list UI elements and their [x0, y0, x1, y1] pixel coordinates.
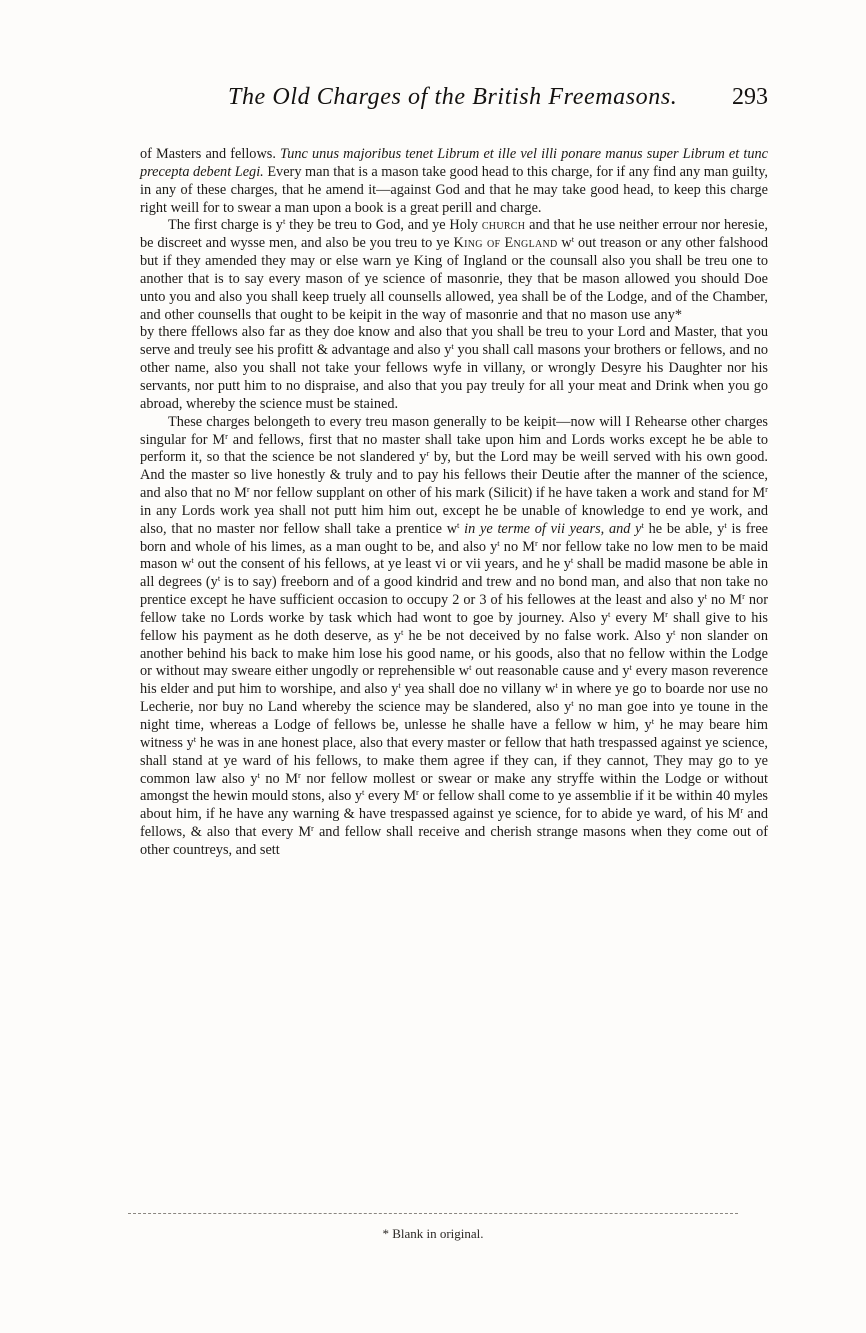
superscript: t: [282, 216, 286, 227]
text-run: of Masters and fellows.: [140, 146, 281, 162]
text-run: These charges belongeth to every treu mason generally to be keipit—now will I Rehearse other charges singular for M: [140, 413, 768, 448]
text-run: by, but the Lord may be weill served with his own good. And the master so live honestly & truly and to pay his fellows their Deutie after the manner of the science, and also that no M: [140, 449, 769, 502]
italic-text: in ye terme of vii years, and y: [459, 520, 642, 537]
superscript: t: [497, 537, 500, 548]
text-run: or fellow shall come to ye assemblie if it be within 40 myles about him, if he have any warning & have trespassed against ye science, for to abide ye ward, of his M: [140, 788, 768, 823]
superscript: r: [765, 484, 768, 495]
superscript: t: [673, 626, 676, 637]
text-run: nor fellow take no Lords worke by task which had wont to goe by journey. Also y: [140, 592, 768, 626]
text-run: non slander on another behind his back to make him lose his good name, or his goods, also that no fellow within the Lodge or without may sweare either ungodly or reprehensible w: [140, 627, 768, 680]
text-run: no M: [259, 770, 298, 787]
superscript: t: [629, 662, 632, 673]
latin-phrase: Tunc unus majoribus tenet Librum et ille vel illi ponare manus super Librum et tunc precepta debent Legi.: [140, 146, 768, 180]
text-run: out treason or any other falshood but if they amended they may or else warn ye King of Ingland or the counsall also you shall be treu one to another that is to say every mason of ye science of masonrie, they that be mason allowed you should Doe unto you and also you shall keep truely all counsells allowed, yea shall be of the Lodge, and of the Chamber, and other counsells that ought to be keipit in the way of masonrie and that no mason use any*: [140, 235, 768, 323]
superscript: r: [742, 591, 745, 602]
paragraph-2: [140, 217, 768, 413]
superscript: t: [571, 234, 575, 245]
text-run: yea shall doe no villany w: [400, 681, 556, 698]
superscript: t: [651, 716, 655, 726]
superscript: t: [257, 769, 260, 780]
text-run: in any Lords work yea shall not putt him him out, except he be unable of knowledge to end ye work, and also, that no master nor fellow shall take a prentice w: [140, 502, 768, 537]
superscript: r: [740, 805, 744, 816]
text-run: shall be madid masone be able in all degrees (y: [140, 556, 768, 591]
text-run: is to say) freeborn and of a good kindrid and trew and no bond man, and also that non take no prentice except he have sufficient occasion to occupy 2 or 3 of his fellowes at the least and also y: [140, 574, 768, 609]
superscript: t: [217, 573, 221, 584]
text-run: and fellows, & also that every M: [140, 806, 768, 841]
superscript: t: [469, 662, 472, 673]
text-run: he be able, y: [643, 520, 725, 537]
text-run: he be not deceived by no false work. Also y: [403, 627, 674, 644]
text-run: w: [557, 235, 572, 252]
superscript: r: [426, 448, 430, 459]
text-run: out reasonable cause and y: [471, 663, 630, 680]
small-caps-text: church: [481, 217, 526, 234]
text-run: nor fellow take no low men to be maid mason w: [140, 538, 768, 573]
superscript: t: [193, 733, 197, 744]
text-run: they be treu to God, and ye Holy: [285, 217, 482, 234]
superscript: t: [555, 680, 558, 691]
superscript: t: [191, 555, 194, 566]
superscript: t: [362, 787, 365, 798]
superscript: r: [246, 484, 250, 495]
text-run: every mason reverence his elder and put him to worshipe, and also y: [140, 663, 768, 698]
superscript: r: [311, 823, 314, 834]
superscript: r: [416, 787, 419, 798]
text-run: every M: [610, 609, 666, 626]
paragraph-3: [140, 414, 768, 860]
running-title: The Old Charges of the British Freemasons.: [228, 84, 678, 110]
footnote-rule: [128, 1213, 738, 1214]
text-run: and that he use neither errour nor heresie, be discreet and wysse men, and also be you treu to ye: [140, 217, 768, 252]
text-run: Every man that is a mason take good head to this charge, for if any find any man guilty, in any of these charges, that he amend it—against God and that he may take good head, to keep this charge right weill for to swear a man upon a book is a great perill and charge.: [140, 163, 768, 216]
superscript: r: [225, 430, 228, 441]
text-run: is free born and whole of his limes, as a man ought to be, and also y: [140, 520, 769, 555]
superscript: t: [571, 698, 574, 709]
text-run: every M: [364, 788, 417, 805]
superscript: t: [704, 591, 707, 602]
text-run: and fellow shall receive and cherish strange masons when they come out of other countreys, and sett: [140, 824, 768, 858]
text-run: no M: [499, 538, 535, 555]
footnote: * Blank in original.: [382, 1226, 484, 1241]
superscript: t: [400, 626, 404, 637]
page-number: 293: [732, 84, 768, 110]
text-run: nor fellow supplant on other of his mark (Silicit) if he have taken a work and stand for M: [249, 485, 766, 502]
text-run: you shall call masons your brothers or fellows, and no other name, also you shall not take your fellows wyfe in villany, or wrongly Desyre his Daughter nor his servants, nor putt him to no dispraise, and also that you pay treuly for all your meat and Drink when you go abroad, whereby the science must be stained.: [140, 342, 768, 412]
superscript: t: [641, 519, 644, 530]
text-run: and fellows, first that no master shall take upon him and Lords works except he be able to perform it, so that the science be not slandered y: [140, 431, 768, 466]
text-run: shall give to his fellow his payment as he doth deserve, as y: [140, 609, 768, 644]
body-text: [140, 146, 768, 860]
text-run: nor fellow mollest or swear or make any stryffe within the Lodge or without amongst the hewin mould stons, also y: [140, 770, 768, 805]
running-head: [228, 84, 768, 124]
superscript: t: [451, 341, 454, 352]
text-run: The first charge is y: [168, 217, 283, 234]
text-run: by there ffellows also far as they doe know and also that you shall be treu to your Lord and Master, that you serve and treuly see his profitt & advantage and also y: [140, 324, 768, 359]
paragraph-1: [140, 146, 768, 217]
text-run: no man goe into ye toune in the night time, whereas a Lodge of fellows be, unlesse he shalle have a fellow w him, y: [140, 699, 768, 733]
text-run: in where ye go to boarde nor use no Lecherie, nor buy no Land whereby the science may be slandered, also y: [140, 681, 769, 716]
text-run: he may beare him witness y: [140, 717, 768, 751]
superscript: t: [457, 519, 460, 530]
text-run: he was in ane honest place, also that every master or fellow that hath trespassed against ye science, shall stand at ye ward of his fellows, to make them agree if they can, if they cannot, They may go to ye common law also y: [140, 734, 768, 787]
superscript: t: [724, 519, 727, 530]
text-run: out the consent of his fellows, at ye least vi or vii years, and he y: [193, 556, 571, 573]
small-caps-text: King of England: [453, 235, 558, 252]
superscript: r: [534, 537, 538, 548]
superscript: r: [665, 608, 669, 619]
superscript: t: [570, 555, 574, 566]
superscript: t: [398, 680, 401, 691]
superscript: r: [297, 769, 301, 780]
superscript: t: [608, 608, 611, 619]
text-run: no M: [706, 592, 743, 609]
